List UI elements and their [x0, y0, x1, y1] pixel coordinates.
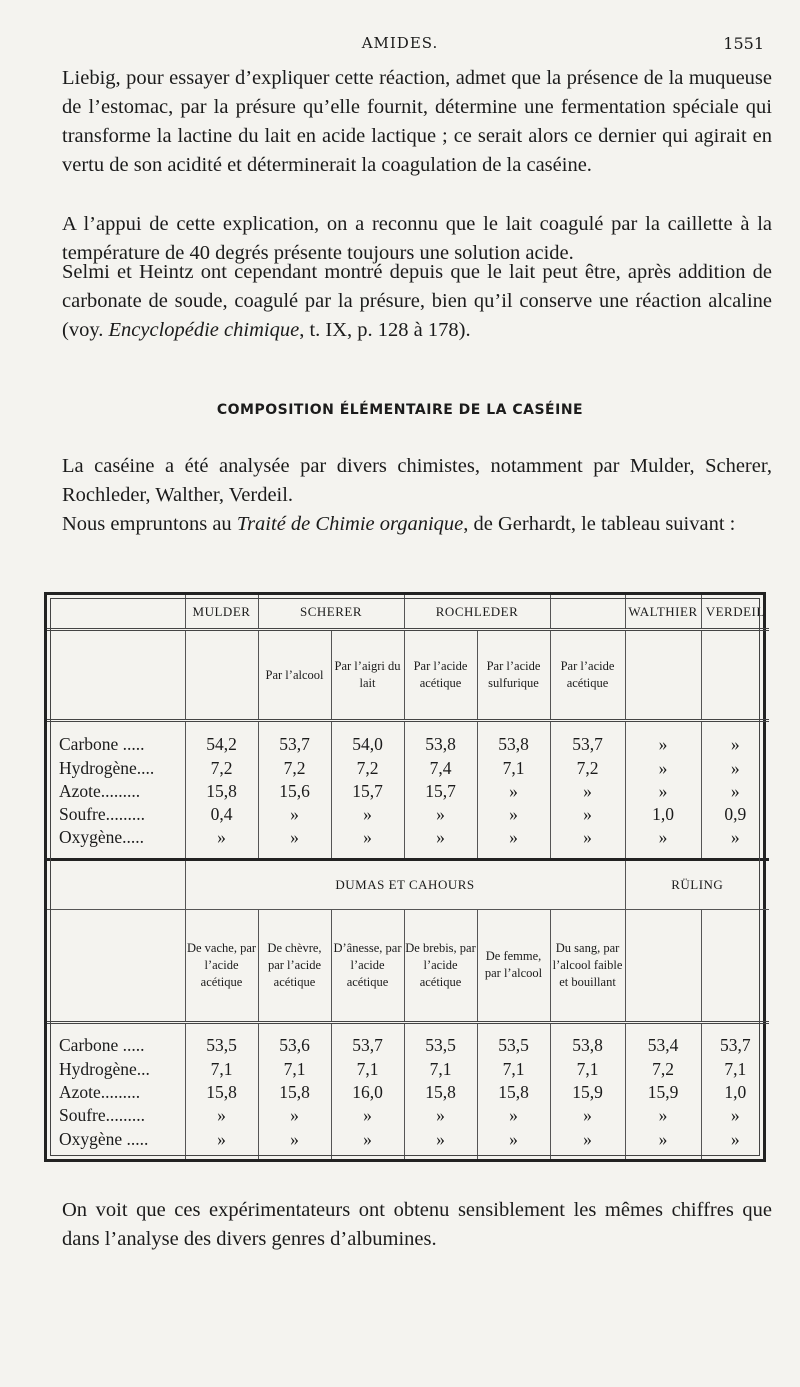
table-cell: » — [477, 780, 550, 803]
table-cell: 15,9 — [625, 1081, 701, 1104]
table-cell: 53,5 — [477, 1022, 550, 1058]
element-label: Soufre......... — [59, 803, 146, 824]
column-header: VERDEIL — [701, 595, 769, 630]
table-cell: 15,6 — [258, 780, 331, 803]
table-cell: 15,8 — [185, 1081, 258, 1104]
table-cell: » — [331, 1104, 404, 1127]
table-header-row — [47, 859, 769, 910]
table-cell: 7,1 — [185, 1058, 258, 1081]
table-cell: » — [258, 1104, 331, 1127]
table-cell: » — [550, 1104, 625, 1127]
table-row — [47, 803, 769, 826]
section-title: COMPOSITION ÉLÉMENTAIRE DE LA CASÉINE — [216, 402, 584, 418]
method-header: Par l’aigri du lait — [331, 630, 404, 721]
method-header: De femme, par l’alcool — [477, 910, 550, 1022]
table-cell: 0,4 — [185, 803, 258, 826]
method-header: D’ânesse, par l’acide acétique — [331, 910, 404, 1022]
table-cell: » — [331, 826, 404, 860]
method-header: Par l’acide acétique — [550, 630, 625, 721]
table-row — [47, 826, 769, 860]
table-cell: 7,1 — [701, 1058, 769, 1081]
table-cell: » — [404, 1104, 477, 1127]
method-header: De brebis, par l’acide acétique — [404, 910, 477, 1022]
method-header: Par l’alcool — [258, 630, 331, 721]
column-header: MULDER — [185, 595, 258, 630]
table-cell: 7,2 — [331, 757, 404, 780]
table-cell: » — [625, 1104, 701, 1127]
column-header: SCHERER — [258, 595, 404, 630]
table-cell: » — [477, 826, 550, 860]
table-cell: 53,5 — [404, 1022, 477, 1058]
table-cell: » — [258, 803, 331, 826]
table-row — [47, 1081, 769, 1104]
composition-table — [44, 592, 766, 1162]
table-cell: 7,1 — [258, 1058, 331, 1081]
table-cell: 54,2 — [185, 721, 258, 757]
table-cell: 7,1 — [477, 757, 550, 780]
table-cell: » — [701, 757, 769, 780]
column-header: RÜLING — [625, 859, 769, 910]
element-label: Hydrogène.... — [59, 757, 155, 778]
paragraph: Selmi et Heintz ont cependant montré depuis que le lait peut être, après addition de carbonate de soude, coagulé par la présure, bien qu’il conserve une réaction alcaline (voy. Encyclopédie chimique, t. IX, p. 128 à 178). — [62, 261, 772, 341]
paragraph: A l’appui de cette explication, on a reconnu que le lait coagulé par la caillette à la température de 40 degrés présente toujours une solution acide. — [62, 213, 772, 264]
table-cell: » — [477, 1127, 550, 1159]
table-cell: 7,2 — [625, 1058, 701, 1081]
table-cell: 15,8 — [258, 1081, 331, 1104]
table-cell: » — [331, 803, 404, 826]
table-cell: 53,7 — [550, 721, 625, 757]
column-header: WALTHIER — [625, 595, 701, 630]
table-cell: » — [625, 1127, 701, 1159]
table-cell: 53,7 — [331, 1022, 404, 1058]
table-row — [47, 1127, 769, 1159]
table-cell: » — [258, 826, 331, 860]
table-cell: » — [701, 721, 769, 757]
table-cell: 53,8 — [404, 721, 477, 757]
element-label: Soufre......... — [59, 1104, 146, 1125]
table-cell: 7,4 — [404, 757, 477, 780]
paragraph: On voit que ces expérimentateurs ont obtenu sensiblement les mêmes chiffres que dans l’analyse des divers genres d’albumines. — [62, 1199, 772, 1250]
table-cell: 15,7 — [331, 780, 404, 803]
running-title: AMIDES. — [361, 34, 439, 52]
table-cell: 7,2 — [550, 757, 625, 780]
table-cell: » — [701, 826, 769, 860]
table-cell: 53,6 — [258, 1022, 331, 1058]
citation: Encyclopédie chimique — [108, 319, 300, 341]
table-cell: » — [625, 721, 701, 757]
table-cell: » — [550, 780, 625, 803]
table-cell: 15,8 — [404, 1081, 477, 1104]
element-label: Azote......... — [59, 780, 141, 801]
table-subheader-row — [47, 630, 769, 721]
table-cell: 15,7 — [404, 780, 477, 803]
table-cell: » — [550, 803, 625, 826]
table-cell: » — [701, 1104, 769, 1127]
table-cell: 53,4 — [625, 1022, 701, 1058]
table-cell: » — [477, 1104, 550, 1127]
element-label: Azote......... — [59, 1081, 141, 1102]
table-cell: 53,7 — [701, 1022, 769, 1058]
table-cell: » — [550, 1127, 625, 1159]
table-cell: 53,7 — [258, 721, 331, 757]
table-cell: » — [258, 1127, 331, 1159]
table-cell: 16,0 — [331, 1081, 404, 1104]
table-cell: » — [701, 1127, 769, 1159]
table-cell: » — [185, 826, 258, 860]
table-row — [47, 1058, 769, 1081]
table-cell: » — [404, 826, 477, 860]
table-row — [47, 757, 769, 780]
element-label: Carbone ..... — [59, 1035, 145, 1056]
table-row — [47, 1104, 769, 1127]
table-cell: 7,1 — [477, 1058, 550, 1081]
table-cell: » — [185, 1104, 258, 1127]
citation: Traité de Chimie organique — [236, 513, 464, 535]
table-cell: » — [550, 826, 625, 860]
method-header: De chèvre, par l’acide acétique — [258, 910, 331, 1022]
table-row — [47, 780, 769, 803]
table-cell: » — [331, 1127, 404, 1159]
page-header — [0, 34, 800, 54]
table-cell: » — [625, 780, 701, 803]
table-cell: 7,1 — [404, 1058, 477, 1081]
table-cell: 15,8 — [477, 1081, 550, 1104]
paragraph: La caséine a été analysée par divers chimistes, notamment par Mulder, Scherer, Rochleder, Walther, Verdeil. — [62, 455, 772, 506]
element-label: Oxygène..... — [59, 827, 145, 848]
table-cell: 7,2 — [185, 757, 258, 780]
table-cell: 1,0 — [701, 1081, 769, 1104]
page-number: 1551 — [723, 34, 764, 53]
table-cell: 53,8 — [477, 721, 550, 757]
table-cell: » — [404, 1127, 477, 1159]
table-cell: 15,8 — [185, 780, 258, 803]
table-cell: 15,9 — [550, 1081, 625, 1104]
method-header: Du sang, par l’alcool faible et bouillant — [550, 910, 625, 1022]
table-cell: » — [701, 780, 769, 803]
table-cell: 53,5 — [185, 1022, 258, 1058]
table-header-row — [47, 595, 769, 630]
table-cell: » — [625, 757, 701, 780]
table-cell: 7,1 — [550, 1058, 625, 1081]
table-row — [47, 721, 769, 757]
column-header: ROCHLEDER — [404, 595, 550, 630]
element-label: Hydrogène... — [59, 1058, 150, 1079]
table-cell: 7,2 — [258, 757, 331, 780]
table-cell: 53,8 — [550, 1022, 625, 1058]
method-header: De vache, par l’acide acétique — [185, 910, 258, 1022]
column-header — [550, 595, 625, 630]
method-header: Par l’acide sulfurique — [477, 630, 550, 721]
table-cell: 1,0 — [625, 803, 701, 826]
table-subheader-row — [47, 910, 769, 1022]
method-header: Par l’acide acétique — [404, 630, 477, 721]
table-cell: » — [185, 1127, 258, 1159]
paragraph: Liebig, pour essayer d’expliquer cette réaction, admet que la présence de la muqueuse de l’estomac, par la présure qu’elle fournit, détermine une fermentation spéciale qui transforme la lactine du lait en acide lactique ; ce serait alors ce dernier qui agirait en vertu de son acidité et déterminerait la coagulation de la caséine. — [62, 67, 772, 176]
table-cell: » — [625, 826, 701, 860]
element-label: Carbone ..... — [59, 733, 145, 754]
table-corner-cell — [47, 595, 185, 630]
column-header: DUMAS ET CAHOURS — [185, 859, 625, 910]
table-row — [47, 1022, 769, 1058]
table-cell: 54,0 — [331, 721, 404, 757]
table-cell: » — [477, 803, 550, 826]
table-cell: » — [404, 803, 477, 826]
element-label: Oxygène ..... — [59, 1128, 149, 1149]
paragraph: Nous empruntons au Traité de Chimie organique, de Gerhardt, le tableau suivant : — [62, 513, 736, 535]
table-cell: 7,1 — [331, 1058, 404, 1081]
table-cell: 0,9 — [701, 803, 769, 826]
